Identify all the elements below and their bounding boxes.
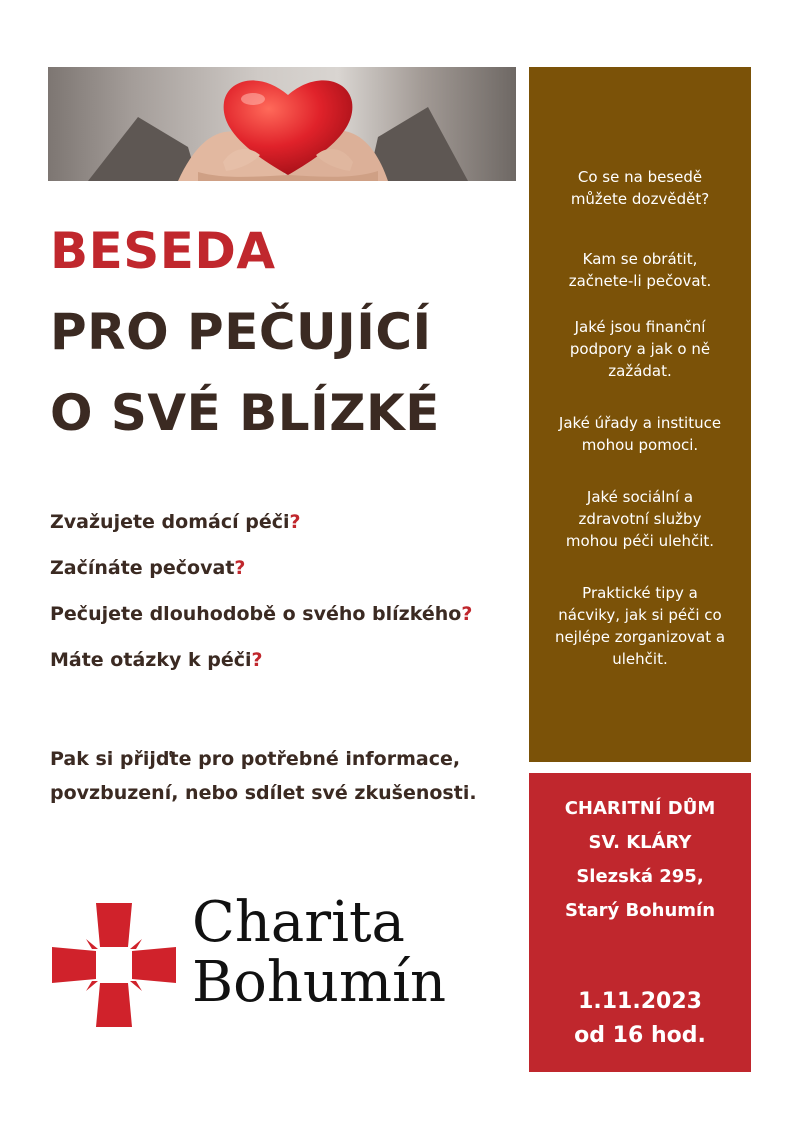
venue-line: Starý Bohumín (564, 900, 716, 921)
info-line: podpory a jak o ně (569, 340, 711, 358)
info-block (529, 166, 751, 210)
info-line: Jaké úřady a instituce (558, 414, 722, 432)
question-item (50, 556, 520, 602)
info-line: zdravotní služby (578, 510, 702, 528)
info-line: nácviky, jak si péči co (558, 606, 722, 624)
info-block (529, 486, 751, 552)
venue-panel (529, 773, 751, 1072)
question-list (50, 510, 520, 694)
venue-address (529, 792, 751, 928)
event-date (529, 985, 751, 1053)
charita-logo-text (192, 890, 447, 1015)
title-beseda: BESEDA (50, 222, 276, 280)
venue-line: Slezská 295, (576, 866, 704, 887)
info-line: Kam se obrátit, (582, 250, 698, 268)
heart-in-hands-photo (48, 67, 516, 181)
date-line: 1.11.2023 (578, 989, 702, 1014)
charita-cross-logo-icon (52, 903, 176, 1027)
question-text: Pečujete dlouhodobě o svého blízkého (50, 603, 462, 625)
info-block (529, 316, 751, 382)
heart-in-hands-icon (48, 67, 516, 181)
question-item (50, 648, 520, 694)
question-mark: ? (251, 649, 263, 671)
invitation-line: Pak si přijďte pro potřebné informace, (50, 748, 461, 770)
info-panel (529, 67, 751, 762)
title-pro-pecujici: PRO PEČUJÍCÍ (50, 303, 432, 361)
info-block (529, 248, 751, 292)
question-mark: ? (461, 603, 473, 625)
info-line: ulehčit. (612, 650, 668, 668)
invitation-line: povzbuzení, nebo sdílet své zkušenosti. (50, 782, 477, 804)
question-item (50, 510, 520, 556)
info-line: nejlépe zorganizovat a (554, 628, 726, 646)
info-line: zažádat. (608, 362, 672, 380)
info-line: Praktické tipy a (582, 584, 698, 602)
invitation-text (50, 742, 520, 810)
time-line: od 16 hod. (574, 1023, 706, 1048)
info-line: mohou pomoci. (581, 436, 699, 454)
info-line: Jaké sociální a (586, 488, 694, 506)
question-mark: ? (234, 557, 246, 579)
question-text: Začínáte pečovat (50, 557, 235, 579)
info-line: začnete-li pečovat. (568, 272, 712, 290)
question-mark: ? (289, 511, 301, 533)
info-block (529, 412, 751, 456)
info-line: můžete dozvědět? (570, 190, 710, 208)
title-o-sve-blizke: O SVÉ BLÍZKÉ (50, 384, 440, 442)
logo-line-charita: Charita (192, 890, 405, 955)
venue-line: SV. KLÁRY (588, 832, 692, 853)
logo-line-bohumin: Bohumín (192, 950, 447, 1015)
question-text: Máte otázky k péči (50, 649, 252, 671)
venue-line: CHARITNÍ DŮM (564, 798, 716, 819)
info-line: mohou péči ulehčit. (565, 532, 715, 550)
info-line: Co se na besedě (577, 168, 703, 186)
question-text: Zvažujete domácí péči (50, 511, 290, 533)
info-line: Jaké jsou finanční (574, 318, 706, 336)
question-item (50, 602, 520, 648)
info-block (529, 582, 751, 670)
